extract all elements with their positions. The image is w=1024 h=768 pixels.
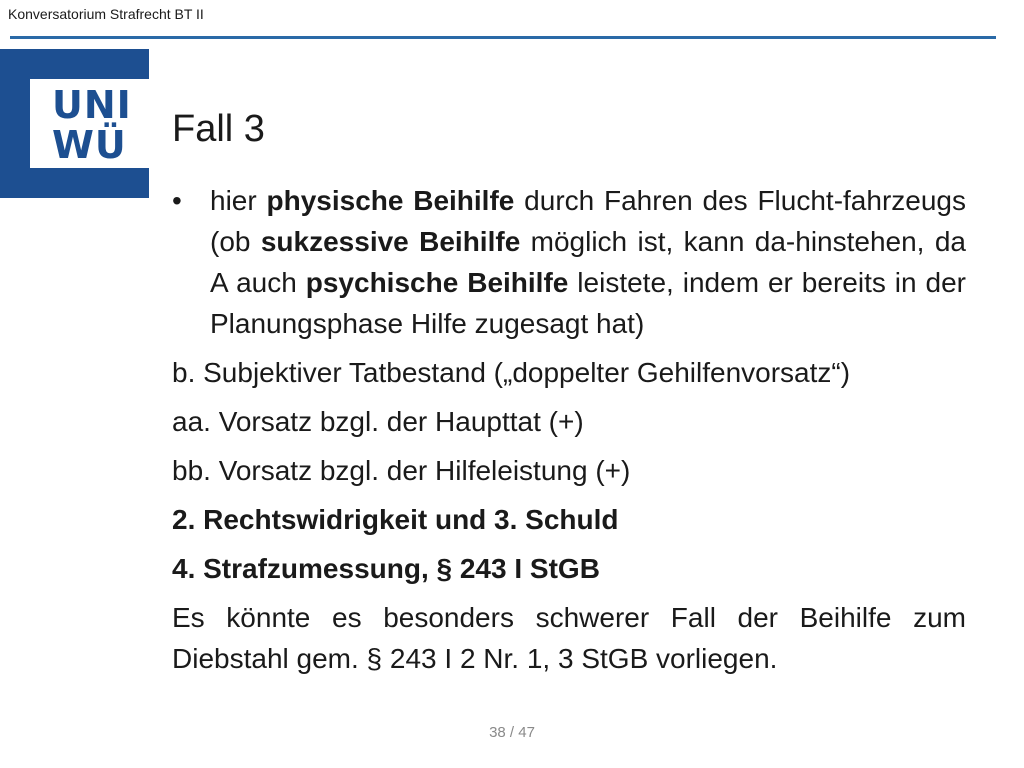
point-vorsatz-haupttat: aa. Vorsatz bzgl. der Haupttat (+) xyxy=(172,406,584,437)
logo-inner-panel xyxy=(30,79,149,168)
slide-title: Fall 3 xyxy=(172,108,265,150)
bullet-icon: • xyxy=(172,185,182,216)
bullet-emphasis-psychische: psychische Beihilfe xyxy=(305,267,569,298)
university-logo xyxy=(0,49,149,198)
bullet-text xyxy=(210,180,966,344)
header-divider xyxy=(10,36,996,39)
bullet-item xyxy=(172,180,966,344)
bullet-text-segment: leistete, indem er bereits in der Planungsphase Hilfe zugesagt hat) xyxy=(210,267,967,339)
presentation-title: Konversatorium Strafrecht BT II xyxy=(8,6,204,22)
subsection-subjektiver-tatbestand: b. Subjektiver Tatbestand („doppelter Gehilfenvorsatz“) xyxy=(172,357,851,388)
bullet-emphasis-sukzessive: sukzessive Beihilfe xyxy=(260,226,521,257)
point-vorsatz-hilfeleistung: bb. Vorsatz bzgl. der Hilfeleistung (+) xyxy=(172,455,631,486)
page-number: 38 / 47 xyxy=(489,724,535,741)
logo-lettering: UNI WÜ xyxy=(52,83,132,167)
conclusion-paragraph: Es könnte es besonders schwerer Fall der Beihilfe zum Diebstahl gem. § 243 I 2 Nr. 1, 3 StGB vorliegen. xyxy=(172,602,966,674)
heading-strafzumessung: 4. Strafzumessung, § 243 I StGB xyxy=(172,553,600,584)
bullet-text-segment: möglich ist, kann da-hinstehen, da A auch xyxy=(210,226,966,298)
slide-content xyxy=(172,180,966,679)
heading-rechtswidrigkeit-schuld: 2. Rechtswidrigkeit und 3. Schuld xyxy=(172,504,619,535)
bullet-text-segment: durch Fahren des Flucht-fahrzeugs (ob xyxy=(210,185,966,257)
bullet-emphasis-physische: physische Beihilfe xyxy=(266,185,515,216)
bullet-text-segment: hier xyxy=(210,185,267,216)
